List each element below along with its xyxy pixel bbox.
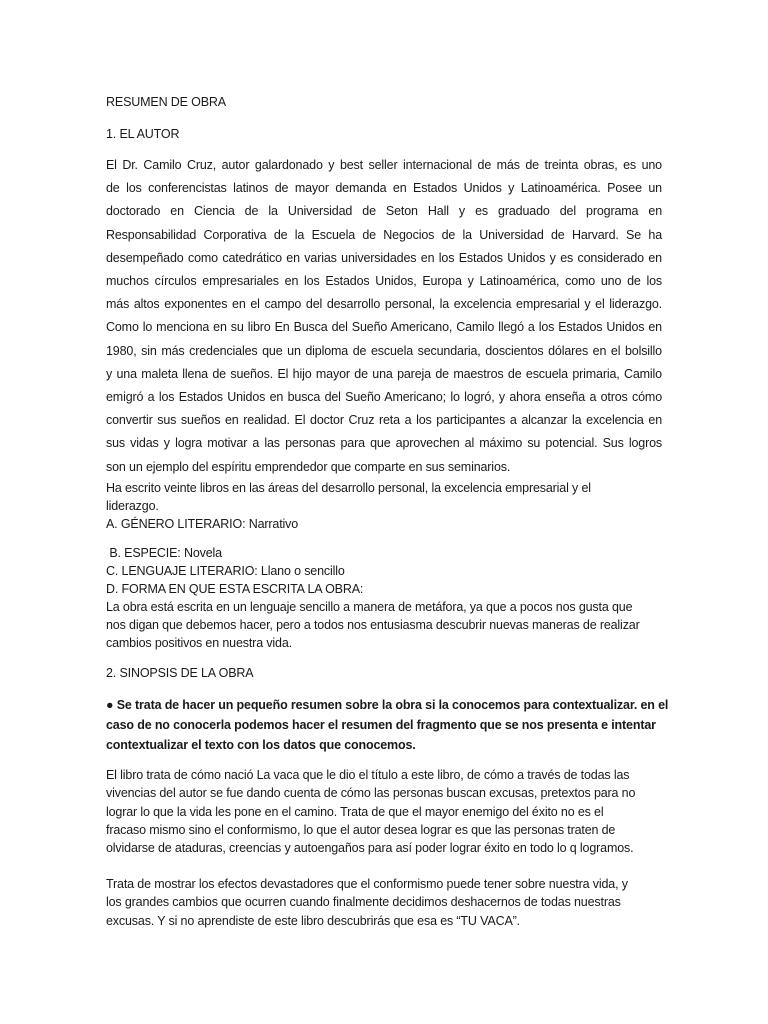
document-page	[106, 92, 669, 930]
text-line: muchos círculos empresariales en los Estados Unidos, Europa y Latinoamérica, como uno de los	[106, 274, 662, 289]
text-line: excusas. Y si no aprendiste de este libro descubrirás que esa es “TU VACA”.	[106, 913, 520, 928]
efectos-paragraph	[106, 875, 662, 930]
text-line: 1980, sin más credenciales que un diploma de escuela secundaria, doscientos dólares en el bolsillo	[106, 343, 662, 358]
especie: B. ESPECIE: Novela	[106, 545, 222, 560]
text-line: fracaso mismo sino el conformismo, lo que el autor desea lograr es que las personas traten de	[106, 823, 616, 838]
genero-literario: A. GÉNERO LITERARIO: Narrativo	[106, 516, 299, 531]
text-line: más altos exponentes en el campo del desarrollo personal, la excelencia empresarial y el liderazgo.	[106, 297, 662, 312]
text-line: convertir sus sueños en realidad. El doctor Cruz reta a los participantes a alcanzar la excelencia en	[106, 413, 662, 428]
text-line: Responsabilidad Corporativa de la Escuela de Negocios de la Universidad de Harvard. Se ha	[106, 227, 662, 242]
text-line: olvidarse de ataduras, creencias y autoengaños para así poder lograr éxito en todo lo q logramos.	[106, 841, 634, 856]
text-line: vivencias del autor se fue dando cuenta de cómo las personas buscan excusas, pretextos para no	[106, 786, 636, 801]
section-heading-sinopsis: 2. SINOPSIS DE LA OBRA	[106, 665, 254, 680]
libros-paragraph	[106, 479, 662, 533]
document-title: RESUMEN DE OBRA	[106, 95, 226, 109]
text-line: El libro trata de cómo nació La vaca que le dio el título a este libro, de cómo a través de todas las	[106, 767, 630, 782]
text-line: ● Se trata de hacer un pequeño resumen sobre la obra si la conocemos para contextualizar. en el	[106, 697, 669, 712]
text-line: Como lo menciona en su libro En Busca del Sueño Americano, Camilo llegó a los Estados Unidos en	[106, 320, 662, 335]
text-line: emigró a los Estados Unidos en busca del Sueño Americano; lo logró, y ahora enseña a otros cómo	[106, 390, 662, 405]
text-line: El Dr. Camilo Cruz, autor galardonado y best seller internacional de más de treinta obras, es uno	[106, 158, 662, 172]
text-line: Trata de mostrar los efectos devastadores que el conformismo puede tener sobre nuestra vida, y	[106, 876, 628, 891]
text-line: Ha escrito veinte libros en las áreas del desarrollo personal, la excelencia empresarial y el	[106, 480, 591, 495]
lenguaje-literario: C. LENGUAJE LITERARIO: Llano o sencillo	[106, 563, 345, 578]
text-line: caso de no conocerla podemos hacer el resumen del fragmento que se nos presenta e intentar	[106, 717, 656, 732]
text-line: son un ejemplo del espíritu emprendedor que comparte en sus seminarios.	[106, 459, 511, 474]
text-line: y una maleta llena de sueños. El hijo mayor de una pareja de maestros de escuela primaria, Camilo	[106, 366, 662, 381]
text-line: de los conferencistas latinos de mayor demanda en Estados Unidos y Latinoamérica. Posee un	[106, 181, 662, 196]
libro-paragraph	[106, 766, 662, 858]
text-line: cambios positivos en nuestra vida.	[106, 635, 292, 650]
text-line: lograr lo que la vida les pone en el camino. Trata de que el mayor enemigo del éxito no es el	[106, 804, 604, 819]
text-line: desempeñado como catedrático en varias universidades en los Estados Unidos y es considerado en	[106, 250, 662, 265]
text-line: sus vidas y logra motivar a las personas para que aprovechen al máximo su potencial. Sus logros	[106, 436, 662, 451]
text-line: liderazgo.	[106, 498, 159, 513]
autor-paragraph	[106, 154, 662, 479]
text-line: nos digan que debemos hacer, pero a todos nos entusiasma descubrir nuevas maneras de realizar	[106, 617, 640, 632]
text-line: los grandes cambios que ocurren cuando finalmente decidimos deshacernos de todas nuestras	[106, 895, 621, 910]
forma-heading: D. FORMA EN QUE ESTA ESCRITA LA OBRA:	[106, 581, 364, 596]
section-heading-autor: 1. EL AUTOR	[106, 127, 180, 141]
clasificacion-block	[106, 544, 662, 652]
text-line: doctorado en Ciencia de la Universidad de Seton Hall y es graduado del programa en	[106, 204, 662, 219]
text-line: La obra está escrita en un lenguaje sencillo a manera de metáfora, ya que a pocos nos gusta que	[106, 599, 633, 614]
text-line: contextualizar el texto con los datos que conocemos.	[106, 737, 416, 752]
bullet-paragraph	[106, 695, 669, 755]
